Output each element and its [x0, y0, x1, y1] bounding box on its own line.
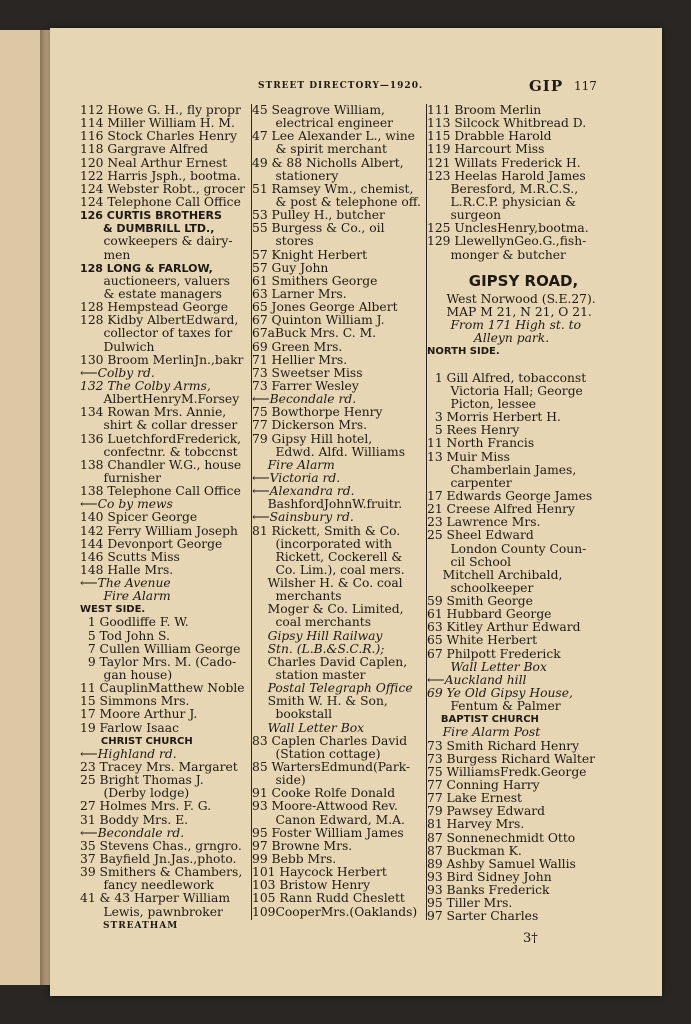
directory-line: 67 Quinton William J. — [252, 313, 385, 328]
directory-line: ⟵Becondale rd. — [80, 825, 185, 840]
directory-line: 121 Willats Frederick H. — [427, 155, 581, 170]
directory-line — [427, 359, 602, 372]
directory-line: ⟵Becondale rd. — [252, 392, 357, 407]
directory-line: shirt & collar dresser — [80, 418, 238, 433]
directory-line: GIPSY ROAD, — [427, 271, 579, 290]
directory-line: 51 Ramsey Wm., chemist, — [252, 181, 414, 196]
book-gutter — [40, 30, 50, 985]
directory-line: 118 Gargrave Alfred — [80, 142, 209, 157]
directory-line: station master — [252, 668, 366, 683]
directory-line: 81 Rickett, Smith & Co. — [252, 523, 401, 538]
directory-line: 25 Sheel Edward — [427, 528, 534, 543]
directory-line: ⟵Victoria rd. — [252, 470, 341, 485]
directory-line: 45 Seagrove William, — [252, 103, 385, 117]
directory-line: 67 Philpott Frederick — [427, 646, 561, 661]
directory-line: monger & butcher — [427, 247, 566, 262]
directory-line: 7 Cullen William George — [80, 641, 241, 656]
directory-line: 75 WilliamsFredk.George — [427, 764, 587, 779]
directory-line: 103 Bristow Henry — [252, 878, 371, 893]
directory-line: 25 Bright Thomas J. — [80, 773, 204, 788]
directory-line: 99 Bebb Mrs. — [252, 852, 337, 867]
directory-column-3 — [427, 104, 602, 924]
directory-line: 83 Caplen Charles David — [252, 733, 408, 748]
directory-line: 63 Larner Mrs. — [252, 286, 347, 301]
directory-line: 142 Ferry William Joseph — [80, 523, 238, 538]
directory-line: 105 Rann Rudd Cheslett — [252, 891, 405, 906]
directory-line: 144 Devonport George — [80, 536, 223, 551]
directory-line: Dulwich — [80, 339, 155, 354]
directory-line: (Derby lodge) — [80, 786, 190, 801]
directory-line: Rickett, Cockerell & — [252, 549, 403, 564]
directory-line: 23 Lawrence Mrs. — [427, 515, 541, 530]
directory-line: ⟵Auckland hill — [427, 672, 527, 687]
directory-line: 11 CauplinMatthew Noble — [80, 681, 245, 696]
directory-line: schoolkeeper — [427, 580, 534, 595]
directory-line: BashfordJohnW.fruitr. — [252, 497, 403, 512]
directory-line: 59 Smith George — [427, 594, 533, 609]
directory-line: 119 Harcourt Miss — [427, 142, 545, 157]
directory-line: 65 Jones George Albert — [252, 300, 398, 315]
directory-column-1 — [80, 104, 252, 919]
directory-line: Smith W. H. & Son, — [252, 694, 388, 709]
directory-line: 17 Moore Arthur J. — [80, 707, 198, 722]
directory-line: 47 Lee Alexander L., wine — [252, 129, 415, 144]
directory-line: 91 Cooke Rolfe Donald — [252, 786, 396, 801]
directory-line: 81 Harvey Mrs. — [427, 817, 525, 832]
directory-line: 87 Sonnenechmidt Otto — [427, 830, 576, 845]
directory-line: 17 Edwards George James — [427, 488, 593, 503]
directory-line: stores — [252, 234, 314, 249]
directory-line: Lewis, pawnbroker — [80, 904, 223, 919]
directory-line: 35 Stevens Chas., grngro. — [80, 838, 242, 853]
directory-line: 37 Bayfield Jn.Jas.,photo. — [80, 852, 237, 867]
directory-line: carpenter — [427, 475, 512, 490]
directory-line: 75 Bowthorpe Henry — [252, 405, 383, 420]
directory-line: & spirit merchant — [252, 142, 387, 157]
directory-line: 138 Telephone Call Office — [80, 484, 241, 499]
directory-line: 53 Pulley H., butcher — [252, 208, 385, 223]
directory-line: L.R.C.P. physician & — [427, 194, 577, 209]
directory-line: 113 Silcock Whitbread D. — [427, 116, 587, 131]
directory-line: 85 WartersEdmund(Park- — [252, 760, 411, 775]
directory-line: cil School — [427, 554, 512, 569]
directory-line: 61 Smithers George — [252, 273, 378, 288]
directory-line: 21 Creese Alfred Henry — [427, 502, 575, 517]
directory-line: 79 Gipsy Hill hotel, — [252, 431, 373, 446]
directory-line: 49 & 88 Nicholls Albert, — [252, 155, 404, 170]
directory-line: 67aBuck Mrs. C. M. — [252, 326, 377, 341]
directory-line: NORTH SIDE. — [427, 346, 500, 358]
directory-line: 93 Bird Sidney John — [427, 870, 552, 885]
directory-line: Fire Alarm — [80, 589, 171, 604]
directory-line: Wall Letter Box — [427, 659, 547, 674]
directory-line: fancy needlework — [80, 878, 214, 893]
directory-line: 71 Hellier Mrs. — [252, 352, 348, 367]
directory-line: 136 LuetchfordFrederick, — [80, 431, 242, 446]
directory-line: auctioneers, valuers — [80, 273, 230, 288]
directory-line: Alleyn park. — [427, 331, 550, 346]
directory-line: Fire Alarm Post — [427, 725, 541, 740]
directory-line: BAPTIST CHURCH — [427, 714, 539, 726]
directory-line: Edwd. Alfd. Williams — [252, 444, 406, 459]
page-footer: STREATHAM — [103, 921, 179, 931]
directory-line: 125 UnclesHenry,bootma. — [427, 221, 589, 236]
directory-line: 140 Spicer George — [80, 510, 198, 525]
directory-line: ⟵Sainsbury rd. — [252, 510, 354, 525]
directory-line: 57 Knight Herbert — [252, 247, 368, 262]
directory-line: (Station cottage) — [252, 746, 381, 761]
directory-line: 115 Drabble Harold — [427, 129, 552, 144]
directory-line: 1 Gill Alfred, tobacconst — [427, 370, 587, 385]
directory-line: 73 Burgess Richard Walter — [427, 751, 595, 766]
directory-line: Fentum & Palmer — [427, 699, 561, 714]
header-section-code: GIP — [529, 77, 564, 95]
directory-line: confectnr. & tobccnst — [80, 444, 238, 459]
directory-line: 39 Smithers & Chambers, — [80, 865, 243, 880]
directory-line: 77 Dickerson Mrs. — [252, 418, 368, 433]
directory-line: WEST SIDE. — [80, 604, 146, 616]
directory-line: Co. Lim.), coal mers. — [252, 562, 405, 577]
directory-line: merchants — [252, 589, 342, 604]
directory-line: ⟵The Avenue — [80, 576, 171, 591]
directory-line: furnisher — [80, 470, 162, 485]
directory-line: & DUMBRILL LTD., — [80, 222, 215, 236]
directory-line: gan house) — [80, 668, 173, 683]
directory-line: 146 Scutts Miss — [80, 549, 180, 564]
directory-line: 111 Broom Merlin — [427, 103, 542, 117]
directory-line: 77 Lake Ernest — [427, 791, 522, 806]
directory-line: ⟵Highland rd. — [80, 746, 177, 761]
directory-line: London County Coun- — [427, 541, 587, 556]
directory-line: 122 Harris Jsph., bootma. — [80, 168, 241, 183]
directory-line: 124 Telephone Call Office — [80, 194, 241, 209]
directory-line: 128 LONG & FARLOW, — [80, 261, 213, 275]
directory-line: 5 Tod John S. — [80, 628, 170, 643]
directory-line: Wilsher H. & Co. coal — [252, 576, 403, 591]
directory-line: 123 Heelas Harold James — [427, 168, 586, 183]
directory-line: 11 North Francis — [427, 436, 535, 451]
directory-line: MAP M 21, N 21, O 21. — [427, 304, 592, 319]
directory-line: Victoria Hall; George — [427, 383, 583, 398]
directory-line: 93 Moore-Attwood Rev. — [252, 799, 398, 814]
directory-line: ⟵Colby rd. — [80, 365, 155, 380]
directory-line: West Norwood (S.E.27). — [427, 291, 596, 306]
facing-page-edge — [0, 30, 44, 985]
directory-line: 120 Neal Arthur Ernest — [80, 155, 228, 170]
directory-line: CHRIST CHURCH — [80, 735, 193, 747]
directory-line: 79 Pawsey Edward — [427, 804, 546, 819]
directory-line: Stn. (L.B.&S.C.R.); — [252, 641, 385, 656]
directory-line: 55 Burgess & Co., oil — [252, 221, 385, 236]
directory-line: 129 LlewellynGeo.G.,fish- — [427, 234, 587, 249]
directory-line: stationery — [252, 168, 339, 183]
directory-line: Beresford, M.R.C.S., — [427, 181, 579, 196]
directory-line: 73 Sweetser Miss — [252, 365, 363, 380]
directory-line: 138 Chandler W.G., house — [80, 457, 242, 472]
directory-line: collector of taxes for — [80, 326, 233, 341]
directory-line: 124 Webster Robt., grocer — [80, 181, 245, 196]
directory-line: From 171 High st. to — [427, 318, 581, 333]
directory-line: & estate managers — [80, 286, 222, 301]
directory-line: 87 Buckman K. — [427, 843, 522, 858]
directory-line: men — [80, 247, 131, 262]
directory-line: Mitchell Archibald, — [427, 567, 563, 582]
directory-line: ⟵Alexandra rd. — [252, 484, 355, 499]
directory-line: ⟵Co by mews — [80, 497, 173, 512]
directory-line: 97 Browne Mrs. — [252, 838, 353, 853]
directory-line: 130 Broom MerlinJn.,bakr — [80, 352, 244, 367]
directory-line: 15 Simmons Mrs. — [80, 694, 190, 709]
directory-line: Canon Edward, M.A. — [252, 812, 405, 827]
directory-line: 132 The Colby Arms, — [80, 378, 211, 393]
directory-line: 9 Taylor Mrs. M. (Cado- — [80, 654, 237, 669]
directory-line: 73 Farrer Wesley — [252, 378, 359, 393]
directory-line: 116 Stock Charles Henry — [80, 129, 238, 144]
directory-line: Charles David Caplen, — [252, 654, 408, 669]
directory-line: side) — [252, 773, 306, 788]
directory-line: 57 Guy John — [252, 260, 329, 275]
directory-line: 65 White Herbert — [427, 633, 538, 648]
directory-line: 95 Tiller Mrs. — [427, 896, 513, 911]
directory-line: 134 Rowan Mrs. Annie, — [80, 405, 227, 420]
directory-line: 69 Green Mrs. — [252, 339, 343, 354]
signature-mark: 3† — [523, 931, 538, 946]
directory-line: 128 Kidby AlbertEdward, — [80, 313, 239, 328]
directory-line: 109CooperMrs.(Oaklands) — [252, 904, 418, 919]
directory-line: 73 Smith Richard Henry — [427, 738, 580, 753]
directory-line: 19 Farlow Isaac — [80, 720, 179, 735]
directory-line: Moger & Co. Limited, — [252, 602, 404, 617]
directory-line: Chamberlain James, — [427, 462, 577, 477]
directory-line: (incorporated with — [252, 536, 393, 551]
directory-line: 13 Muir Miss — [427, 449, 510, 464]
directory-line: AlbertHenryM.Forsey — [80, 392, 240, 407]
directory-line: 148 Halle Mrs. — [80, 562, 174, 577]
directory-line: 128 Hempstead George — [80, 300, 229, 315]
directory-line: 97 Sarter Charles — [427, 909, 539, 924]
directory-line: Picton, lessee — [427, 396, 537, 411]
directory-line: 1 Goodliffe F. W. — [80, 615, 189, 630]
directory-line: 23 Tracey Mrs. Margaret — [80, 760, 238, 775]
directory-line: Postal Telegraph Office — [252, 681, 413, 696]
directory-line: 41 & 43 Harper William — [80, 891, 230, 906]
directory-line: & post & telephone off. — [252, 194, 421, 209]
page-number: 117 — [574, 79, 597, 93]
directory-column-2 — [252, 104, 427, 919]
directory-line: surgeon — [427, 208, 502, 223]
directory-line: 77 Conning Harry — [427, 778, 540, 793]
directory-line: 114 Miller William H. M. — [80, 116, 235, 131]
directory-line: bookstall — [252, 707, 333, 722]
directory-line: 69 Ye Old Gipsy House, — [427, 686, 573, 701]
directory-line: 101 Haycock Herbert — [252, 865, 387, 880]
directory-line: 31 Boddy Mrs. E. — [80, 812, 189, 827]
directory-line: 63 Kitley Arthur Edward — [427, 620, 581, 635]
directory-line: 27 Holmes Mrs. F. G. — [80, 799, 212, 814]
directory-line: 89 Ashby Samuel Wallis — [427, 856, 576, 871]
directory-line: cowkeepers & dairy- — [80, 234, 233, 249]
directory-line: electrical engineer — [252, 116, 393, 131]
directory-line: 112 Howe G. H., fly propr — [80, 103, 241, 117]
directory-line: 61 Hubbard George — [427, 607, 552, 622]
running-header: STREET DIRECTORY—1920. — [258, 81, 424, 91]
directory-line: 5 Rees Henry — [427, 423, 520, 438]
directory-line: 126 CURTIS BROTHERS — [80, 209, 222, 223]
directory-line: Fire Alarm — [252, 457, 335, 472]
directory-line: Gipsy Hill Railway — [252, 628, 383, 643]
directory-line: 3 Morris Herbert H. — [427, 410, 561, 425]
directory-line: 93 Banks Frederick — [427, 883, 550, 898]
directory-line: 95 Foster William James — [252, 825, 404, 840]
directory-line: Wall Letter Box — [252, 720, 365, 735]
directory-line: coal merchants — [252, 615, 372, 630]
